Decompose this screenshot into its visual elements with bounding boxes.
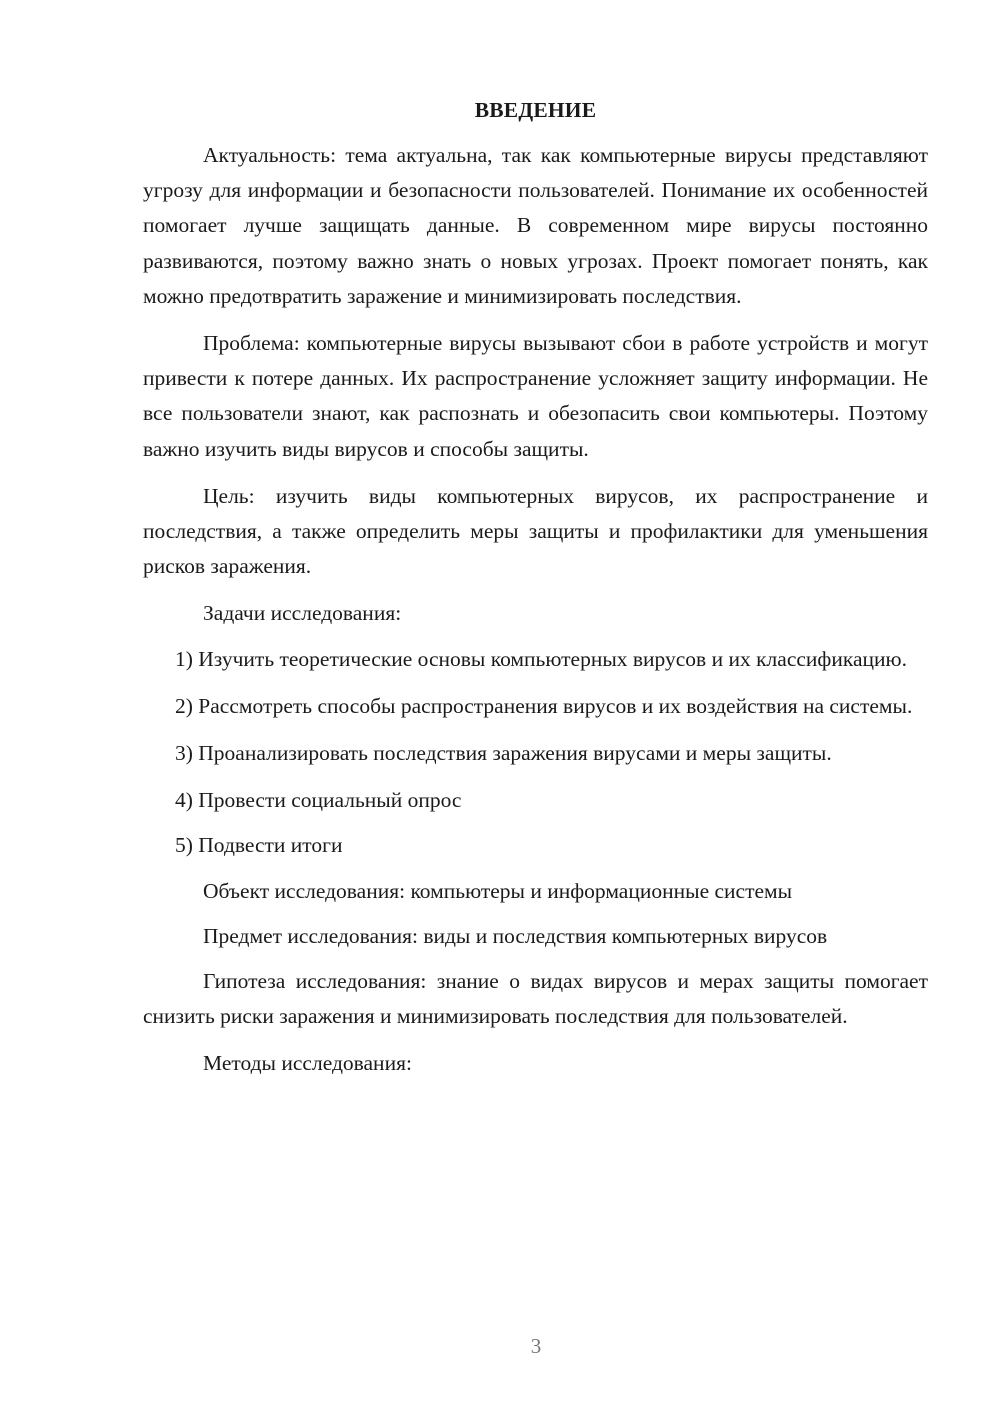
tasks-heading: Задачи исследования: (203, 601, 402, 626)
methods-heading: Методы исследования: (203, 1051, 412, 1076)
page-content (143, 96, 928, 1092)
task-item-2: 2) Рассмотреть способы распространения вирусов и их воздействия на системы. (175, 693, 913, 718)
task-item-1: 1) Изучить теоретические основы компьютерных вирусов и их классификацию. (175, 646, 907, 671)
task-item-4: 4) Провести социальный опрос (175, 788, 462, 813)
goal-paragraph: Цель: изучить виды компьютерных вирусов, их распространение и последствия, а также определить меры защиты и профилактики для уменьшения рисков заражения. (143, 483, 928, 579)
task-item-5: 5) Подвести итоги (175, 833, 343, 858)
section-title: ВВЕДЕНИЕ (474, 98, 597, 122)
hypothesis-paragraph: Гипотеза исследования: знание о видах вирусов и мерах защиты помогает снизить риски заражения и минимизировать последствия для пользователей. (143, 969, 928, 1029)
task-item-3: 3) Проанализировать последствия заражения вирусами и меры защиты. (175, 741, 832, 766)
problem-paragraph: Проблема: компьютерные вирусы вызывают сбои в работе устройств и могут привести к потере данных. Их распространение усложняет защиту информации. Не все пользователи знают, как распознать и обезопасить свои компьютеры. Поэтому важно изучить виды вирусов и способы защиты. (143, 331, 928, 461)
page-number: 3 (530, 1334, 542, 1358)
subject-paragraph: Предмет исследования: виды и последствия компьютерных вирусов (203, 923, 828, 948)
relevance-paragraph: Актуальность: тема актуальна, так как компьютерные вирусы представляют угрозу для информации и безопасности пользователей. Понимание их особенностей помогает лучше защищать данные. В современном мире вирусы постоянно развиваются, поэтому важно знать о новых угрозах. Проект помогает понять, как можно предотвратить заражение и минимизировать последствия. (143, 143, 928, 308)
object-paragraph: Объект исследования: компьютеры и информационные системы (203, 878, 793, 903)
